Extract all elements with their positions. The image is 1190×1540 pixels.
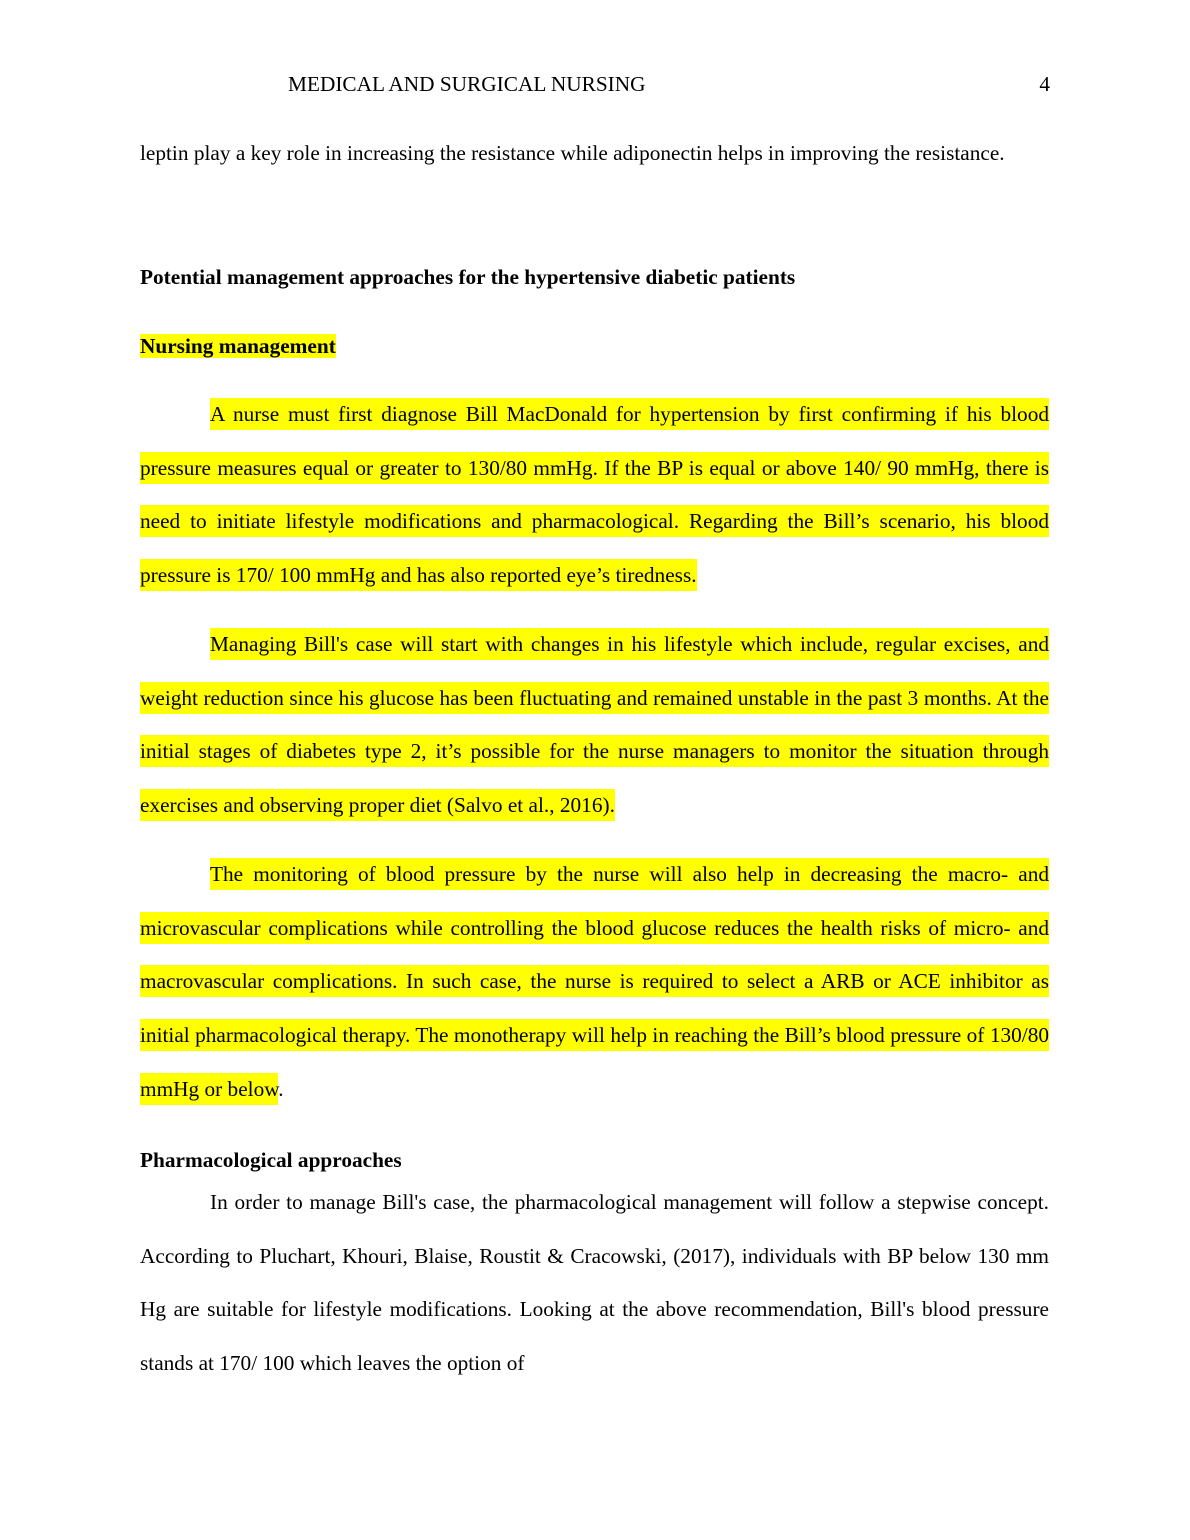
nursing-management-heading — [140, 331, 336, 361]
pharmacological-heading: Pharmacological approaches — [140, 1148, 402, 1172]
nursing-management-heading-text: Nursing management — [140, 334, 336, 358]
nursing-paragraph-1 — [140, 388, 1049, 603]
running-header-title: MEDICAL AND SURGICAL NURSING — [288, 72, 646, 96]
nursing-paragraph-3-text: The monitoring of blood pressure by the nurse will also help in decreasing the macro- and microvascular complications while controlling the blood glucose reduces the health risks of micro- and macrovascular complications. In such case, the nurse is required to select a ARB or ACE inhibitor as initial pharmacological therapy. The monotherapy will help in reaching the Bill’s blood pressure of 130/80 mmHg or below — [140, 858, 1049, 1105]
nursing-paragraph-2 — [140, 618, 1049, 833]
nursing-paragraph-2-text: Managing Bill's case will start with changes in his lifestyle which include, regular excises, and weight reduction since his glucose has been fluctuating and remained unstable in the past 3 months. At the initial stages of diabetes type 2, it’s possible for the nurse managers to monitor the situation through exercises and observing proper diet (Salvo et al., 2016). — [140, 628, 1049, 821]
section-heading: Potential management approaches for the hypertensive diabetic patients — [140, 265, 796, 289]
nursing-paragraph-3 — [140, 848, 1049, 1117]
nursing-paragraph-3-end: . — [278, 1076, 284, 1101]
page-number: 4 — [1039, 72, 1050, 96]
pharmacological-paragraph: In order to manage Bill's case, the pharmacological management will follow a stepwise concept. According to Pluchart, Khouri, Blaise, Roustit & Cracowski, (2017), individuals with BP below 130 mm Hg are suitable for lifestyle modifications. Looking at the above recommendation, Bill's blood pressure stands at 170/ 100 which leaves the option of — [140, 1190, 1049, 1376]
nursing-paragraph-1-text: A nurse must first diagnose Bill MacDonald for hypertension by first confirming if his blood pressure measures equal or greater to 130/80 mmHg. If the BP is equal or above 140/ 90 mmHg, there is need to initiate lifestyle modifications and pharmacological. Regarding the Bill’s scenario, his blood pressure is 170/ 100 mmHg and has also reported eye’s tiredness. — [140, 398, 1049, 591]
continuation-paragraph: leptin play a key role in increasing the resistance while adiponectin helps in improving the resistance. — [140, 141, 1005, 165]
